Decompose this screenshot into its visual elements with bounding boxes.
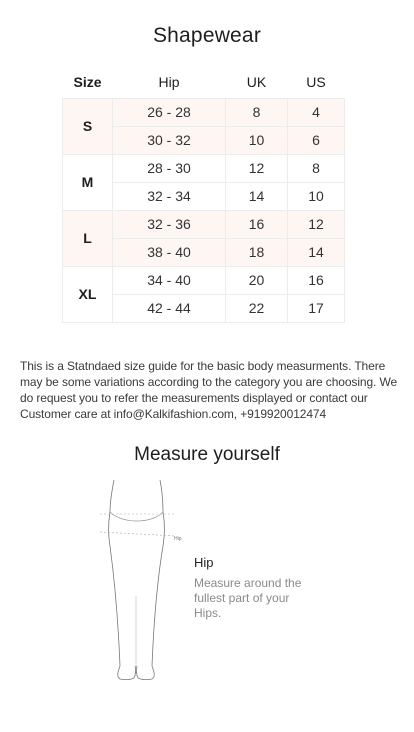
- table-row: [63, 266, 345, 294]
- header-hip: Hip: [158, 73, 180, 90]
- hip-heading: Hip: [194, 555, 214, 570]
- us-value: 10: [288, 182, 345, 210]
- us-value: 8: [288, 154, 345, 182]
- hip-value: 32 - 36: [113, 210, 226, 238]
- uk-value: 16: [226, 210, 288, 238]
- us-value: 17: [288, 294, 345, 322]
- table-row: [63, 210, 345, 238]
- uk-value: 12: [226, 154, 288, 182]
- size-chart-table: [62, 66, 345, 323]
- table-header-row: [63, 66, 345, 98]
- size-label: M: [63, 154, 113, 210]
- table-row: [63, 98, 345, 126]
- size-label: L: [63, 210, 113, 266]
- size-guide-note: This is a Statndaed size guide for the basic body measurments. There may be some variations according to the category you are choosing. We do request you to refer the measurements displayed or contact our Customer care at info@Kalkifashion.com, +919920012474: [20, 359, 398, 421]
- uk-value: 8: [226, 98, 288, 126]
- measure-yourself-heading: Measure yourself: [134, 444, 280, 465]
- header-us: US: [306, 73, 326, 90]
- size-label: XL: [63, 266, 113, 322]
- shapewear-figure-illustration: [96, 476, 196, 686]
- page-title: Shapewear: [152, 24, 262, 47]
- uk-value: 22: [226, 294, 288, 322]
- uk-value: 18: [226, 238, 288, 266]
- uk-value: 20: [226, 266, 288, 294]
- uk-value: 14: [226, 182, 288, 210]
- table-row: [63, 154, 345, 182]
- hip-value: 32 - 34: [113, 182, 226, 210]
- hip-value: 34 - 40: [113, 266, 226, 294]
- hip-value: 38 - 40: [113, 238, 226, 266]
- hip-value: 26 - 28: [113, 98, 226, 126]
- us-value: 4: [288, 98, 345, 126]
- header-size: Size: [73, 73, 102, 90]
- hip-figure-label: Hip: [174, 536, 182, 542]
- hip-description: Measure around the fullest part of your Hips.: [194, 576, 302, 620]
- hip-value: 30 - 32: [113, 126, 226, 154]
- us-value: 12: [288, 210, 345, 238]
- size-label: S: [63, 98, 113, 154]
- header-uk: UK: [246, 73, 267, 90]
- uk-value: 10: [226, 126, 288, 154]
- hip-value: 42 - 44: [113, 294, 226, 322]
- us-value: 6: [288, 126, 345, 154]
- us-value: 16: [288, 266, 345, 294]
- hip-value: 28 - 30: [113, 154, 226, 182]
- us-value: 14: [288, 238, 345, 266]
